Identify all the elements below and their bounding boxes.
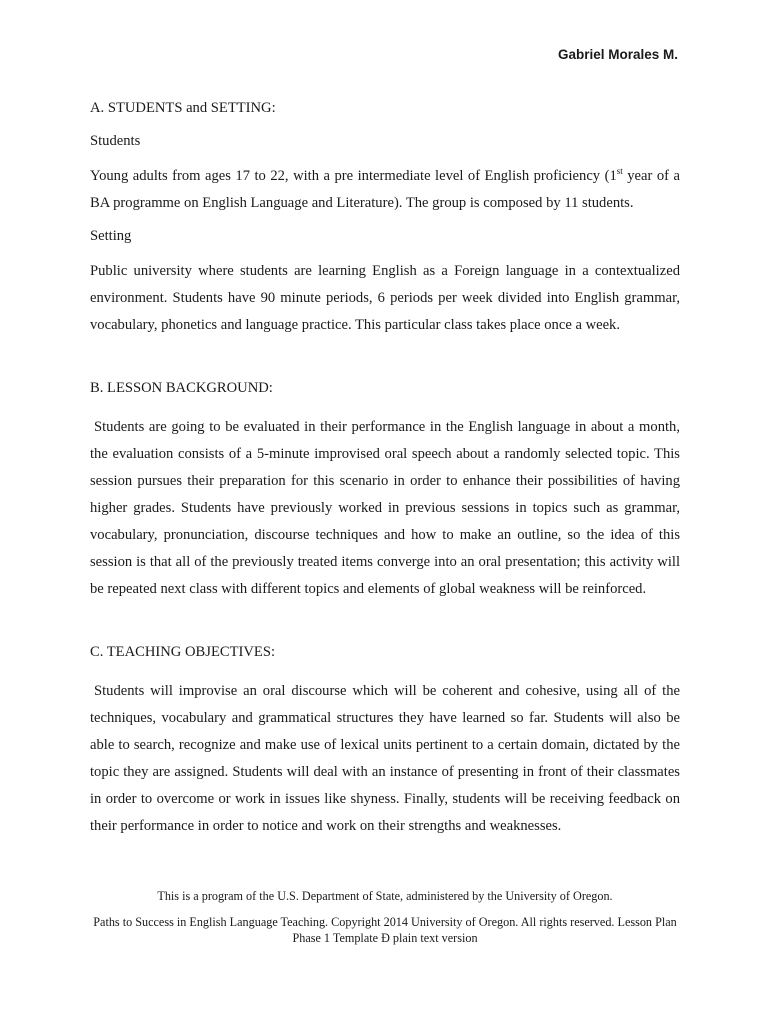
author-name: Gabriel Morales M. xyxy=(557,47,678,62)
page-footer xyxy=(90,888,680,946)
footer-program-note: This is a program of the U.S. Department of State, administered by the University of Oregon. xyxy=(157,889,613,903)
paragraph-setting: Public university where students are learning English as a Foreign language in a contextualized environment. Students have 90 minute periods, 6 periods per week divided into English grammar, vocabulary, phonetics and language practice. This particular class takes place once a week. xyxy=(90,263,680,333)
footer-copyright: Paths to Success in English Language Teaching. Copyright 2014 University of Oregon. All rights reserved. Lesson Plan Phase 1 Template Ð plain text version xyxy=(93,915,677,945)
paragraph-students xyxy=(90,163,680,217)
students-text-start: Young adults from ages 17 to 22, with a pre intermediate level of English proficiency (1 xyxy=(90,168,617,184)
students-text-end: year of a BA programme on English Language and Literature). The group is composed by 11 students. xyxy=(90,168,680,211)
section-lesson-background xyxy=(90,375,680,603)
paragraph-teaching-objectives: Students will improvise an oral discourse which will be coherent and cohesive, using all of the techniques, vocabulary and grammatical structures they have learned so far. Students will also be able to search, recognize and make use of lexical units pertinent to a certain domain, dictated by the topic they are assigned. Students will deal with an instance of presenting in front of their classmates in order to overcome or work in issues like shyness. Finally, students will be receiving feedback on their performance in order to notice and work on their strengths and weaknesses. xyxy=(90,683,680,834)
section-heading-lesson-background: B. LESSON BACKGROUND: xyxy=(90,380,273,396)
subheading-students: Students xyxy=(90,133,141,149)
document-body xyxy=(90,95,680,840)
paragraph-lesson-background: Students are going to be evaluated in their performance in the English language in about a month, the evaluation consists of a 5-minute improvised oral speech about a randomly selected topic. This session pursues their preparation for this scenario in order to enhance their possibilities of having higher grades. Students have previously worked in previous sessions in topics such as grammar, vocabulary, pronunciation, discourse techniques and how to make an outline, so the idea of this session is that all of the previously treated items converge into an oral presentation; this activity will be repeated next class with different topics and elements of global weakness will be reinforced. xyxy=(90,419,680,597)
section-heading-students-setting: A. STUDENTS and SETTING: xyxy=(90,100,276,116)
section-students-setting xyxy=(90,95,680,339)
section-heading-teaching-objectives: C. TEACHING OBJECTIVES: xyxy=(90,644,275,660)
ordinal-superscript: st xyxy=(616,166,623,177)
section-teaching-objectives xyxy=(90,639,680,840)
subheading-setting: Setting xyxy=(90,228,132,244)
